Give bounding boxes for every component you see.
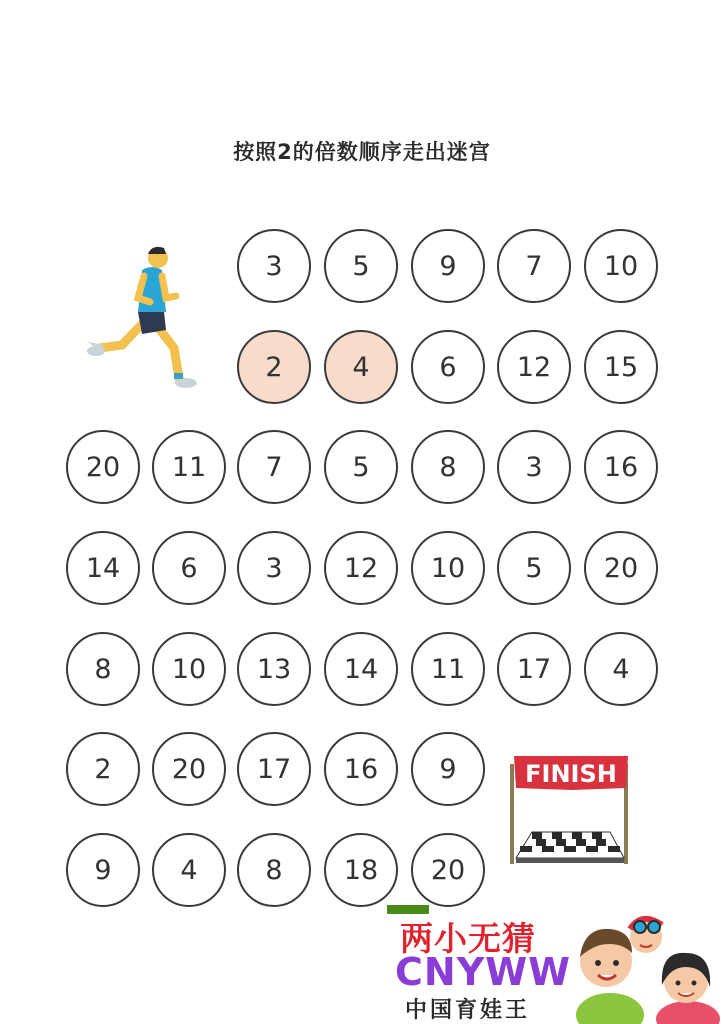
watermark-subtitle: 中国育娃王 [405,998,531,1023]
page-title: 按照2的倍数顺序走出迷宫 [233,140,491,164]
maze-cell-r4-c4[interactable]: 12 [324,531,398,605]
maze-cell-r7-c1[interactable]: 9 [66,833,140,907]
maze-cell-r7-c4[interactable]: 18 [324,833,398,907]
maze-cell-r5-c3[interactable]: 13 [237,632,311,706]
finish-gate-icon [506,750,636,870]
maze-cell-r1-c4[interactable]: 5 [324,229,398,303]
maze-cell-r4-c5[interactable]: 10 [411,531,485,605]
maze-cell-r3-c6[interactable]: 3 [497,430,571,504]
maze-cell-r3-c1[interactable]: 20 [66,430,140,504]
maze-cell-r5-c7[interactable]: 4 [584,632,658,706]
maze-cell-r5-c1[interactable]: 8 [66,632,140,706]
maze-cell-r6-c4[interactable]: 16 [324,732,398,806]
maze-cell-r7-c3[interactable]: 8 [237,833,311,907]
maze-cell-r5-c6[interactable]: 17 [497,632,571,706]
maze-cell-r3-c7[interactable]: 16 [584,430,658,504]
maze-cell-r5-c2[interactable]: 10 [152,632,226,706]
maze-cell-r1-c7[interactable]: 10 [584,229,658,303]
maze-cell-r3-c3[interactable]: 7 [237,430,311,504]
maze-cell-r4-c6[interactable]: 5 [497,531,571,605]
maze-cell-r1-c6[interactable]: 7 [497,229,571,303]
maze-cell-r4-c1[interactable]: 14 [66,531,140,605]
maze-cell-r7-c2[interactable]: 4 [152,833,226,907]
maze-cell-r7-c5[interactable]: 20 [411,833,485,907]
maze-cell-r2-c4[interactable]: 4 [324,330,398,404]
watermark-chinese-name: 两小无猜 [400,919,536,958]
maze-cell-r3-c2[interactable]: 11 [152,430,226,504]
maze-cell-r6-c1[interactable]: 2 [66,732,140,806]
maze-cell-r2-c3[interactable]: 2 [237,330,311,404]
maze-cell-r2-c7[interactable]: 15 [584,330,658,404]
runner-icon [82,240,207,400]
maze-cell-r4-c7[interactable]: 20 [584,531,658,605]
maze-cell-r1-c5[interactable]: 9 [411,229,485,303]
maze-cell-r6-c5[interactable]: 9 [411,732,485,806]
watermark-brand: CNYWW [395,950,572,994]
maze-cell-r2-c5[interactable]: 6 [411,330,485,404]
maze-cell-r4-c2[interactable]: 6 [152,531,226,605]
maze-cell-r4-c3[interactable]: 3 [237,531,311,605]
maze-cell-r2-c6[interactable]: 12 [497,330,571,404]
kids-mascot-icon [570,905,724,1024]
finish-label: FINISH [525,760,617,788]
maze-cell-r6-c3[interactable]: 17 [237,732,311,806]
maze-cell-r6-c2[interactable]: 20 [152,732,226,806]
maze-cell-r5-c5[interactable]: 11 [411,632,485,706]
maze-cell-r1-c3[interactable]: 3 [237,229,311,303]
maze-cell-r3-c4[interactable]: 5 [324,430,398,504]
maze-cell-r5-c4[interactable]: 14 [324,632,398,706]
maze-cell-r3-c5[interactable]: 8 [411,430,485,504]
